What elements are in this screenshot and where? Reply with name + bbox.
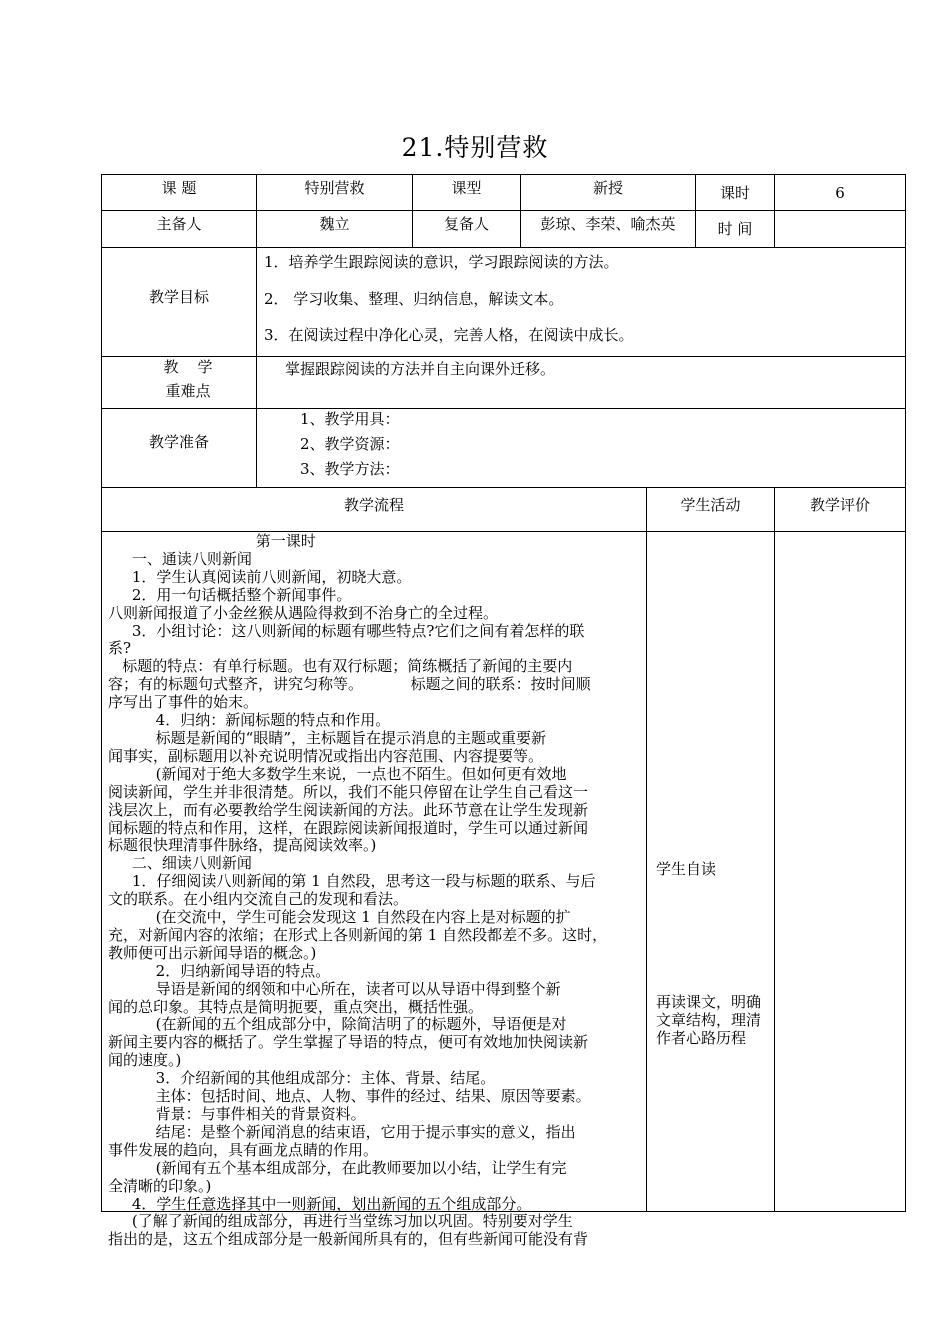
flow-line: 导语是新闻的纲领和中心所在，读者可以从导语中得到整个新	[108, 979, 561, 998]
co-value: 彭琼、李荣、喻杰英	[540, 215, 676, 233]
goal-item-1: 1．培养学生跟踪阅读的意识，学习跟踪阅读的方法。	[264, 253, 619, 271]
flow-line: 八则新闻报道了小金丝猴从遇险得救到不治身亡的全过程。	[108, 603, 499, 622]
flow-line: 充，对新闻内容的浓缩；在形式上各则新闻的第 1 自然段都差不多。这时，	[108, 925, 608, 944]
prep-item-1: 1、教学用具：	[300, 410, 400, 428]
type-value: 新授	[592, 179, 623, 197]
activity-2-line3: 作者心路历程	[656, 1029, 747, 1047]
col-divider	[646, 487, 647, 1212]
key-text: 掌握跟踪阅读的方法并自主向课外迁移。	[285, 360, 556, 378]
prep-label: 教学准备	[148, 433, 209, 451]
activity-2-line1: 再读课文，明确	[656, 993, 762, 1011]
flow-line: 闻事实，副标题用以补充说明情况或指出内容范围、内容提要等。	[108, 746, 544, 765]
co-label: 复备人	[443, 215, 489, 233]
flow-line: (新闻有五个基本组成部分，在此教师要加以小结，让学生有完	[108, 1158, 567, 1177]
flow-line: 标题的特点：有单行标题。也有双行标题；简练概括了新闻的主要内	[108, 657, 573, 676]
col-divider	[774, 487, 775, 1212]
col-header-flow: 教学流程	[343, 496, 404, 514]
flow-line: (新闻对于绝大多数学生来说，一点也不陌生。但如何更有效地	[108, 764, 567, 783]
activity-2-line2: 文章结构，理清	[656, 1011, 762, 1029]
flow-line: 主体：包括时间、地点、人物、事件的经过、结果、原因等要素。	[108, 1087, 591, 1106]
teaching-flow-text	[108, 533, 640, 1249]
row-divider	[101, 356, 906, 357]
time-label: 时 间	[717, 220, 753, 238]
flow-line: 阅读新闻，学生并非很清楚。所以，我们不能只停留在让学生自己看这一	[108, 782, 589, 801]
key-label-line2: 重难点	[165, 382, 211, 400]
hours-label: 课时	[719, 183, 750, 202]
key-label-line1: 教 学	[163, 358, 213, 376]
flow-line: 3．介绍新闻的其他组成部分：主体、背景、结尾。	[108, 1069, 496, 1088]
flow-line: 容；有的标题句式整齐，讲究匀称等。 标题之间的联系：按时间顺	[108, 675, 591, 694]
goals-label: 教学目标	[148, 288, 209, 306]
flow-line: 浅层次上，而有必要教给学生阅读新闻的方法。此环节意在让学生发现新	[108, 800, 589, 819]
flow-line: 结尾：是整个新闻消息的结束语，它用于提示事实的意义，指出	[108, 1122, 576, 1141]
flow-line: 教师便可出示新闻导语的概念。)	[108, 943, 317, 962]
flow-line: 标题是新闻的“眼睛”，主标题旨在提示消息的主题或重要新	[108, 728, 547, 747]
lead-value: 魏立	[319, 215, 350, 233]
goal-item-2: 2． 学习收集、整理、归纳信息，解读文本。	[264, 290, 564, 308]
flow-line: 序写出了事件的始末。	[108, 693, 259, 712]
flow-line: 全清晰的印象。)	[108, 1176, 212, 1195]
flow-line: 闻标题的特点和作用，这样，在跟踪阅读新闻报道时，学生可以通过新闻	[108, 818, 589, 837]
flow-line: 3．小组讨论：这八则新闻的标题有哪些特点?它们之间有着怎样的联	[108, 621, 585, 640]
flow-line: 2．归纳新闻导语的特点。	[108, 961, 331, 980]
flow-line: 文的联系。在小组内交流自己的发现和看法。	[108, 890, 409, 909]
flow-line: (在新闻的五个组成部分中，除简洁明了的标题外，导语便是对	[108, 1015, 567, 1034]
prep-item-2: 2、教学资源：	[300, 435, 400, 453]
col-header-evaluation: 教学评价	[809, 496, 870, 514]
time-value	[775, 211, 905, 247]
flow-line: (在交流中，学生可能会发现这 1 自然段在内容上是对标题的扩	[108, 908, 571, 927]
flow-line: 事件发展的趋向，具有画龙点睛的作用。	[108, 1140, 379, 1159]
col-header-activity: 学生活动	[680, 496, 741, 514]
flow-line: 4．归纳：新闻标题的特点和作用。	[108, 711, 391, 730]
page-title: 21.特别营救	[401, 133, 549, 162]
flow-line: 标题很快理清事件脉络，提高阅读效率。)	[108, 836, 377, 855]
flow-line: 背景：与事件相关的背景资料。	[108, 1105, 366, 1123]
flow-line: 闻的总印象。其特点是简明扼要，重点突出，概括性强。	[108, 997, 484, 1016]
table-border-right	[905, 174, 906, 1212]
hours-value: 6	[835, 183, 845, 202]
flow-line: 新闻主要内容的概括了。学生掌握了导语的特点，便可有效地加快阅读新	[108, 1033, 589, 1052]
lead-label: 主备人	[156, 215, 202, 233]
prep-item-3: 3、教学方法：	[300, 460, 400, 478]
activity-1: 学生自读	[656, 860, 717, 878]
flow-line: 指出的是，这五个组成部分是一般新闻所具有的，但有些新闻可能没有背	[108, 1230, 589, 1249]
flow-line: 二、细读八则新闻	[108, 854, 252, 873]
flow-line: 一、通读八则新闻	[108, 549, 252, 568]
flow-line: 2．用一句话概括整个新闻事件。	[108, 585, 352, 604]
course-value: 特别营救	[304, 179, 365, 197]
flow-line: 系?	[108, 639, 132, 658]
flow-line: 闻的速度。)	[108, 1051, 182, 1070]
flow-line: 1．学生认真阅读前八则新闻，初晓大意。	[108, 567, 412, 586]
goal-item-3: 3．在阅读过程中净化心灵，完善人格，在阅读中成长。	[264, 326, 634, 344]
flow-line: 1．仔细阅读八则新闻的第 1 自然段，思考这一段与标题的联系、与后	[108, 872, 596, 891]
type-label: 课型	[451, 179, 482, 197]
course-label: 课 题	[161, 179, 197, 197]
flow-line: (了解了新闻的组成部分，再进行当堂练习加以巩固。特别要对学生	[108, 1212, 573, 1231]
flow-line: 第一课时	[108, 532, 316, 550]
flow-line: 4．学生任意选择其中一则新闻，划出新闻的五个组成部分。	[108, 1194, 532, 1213]
